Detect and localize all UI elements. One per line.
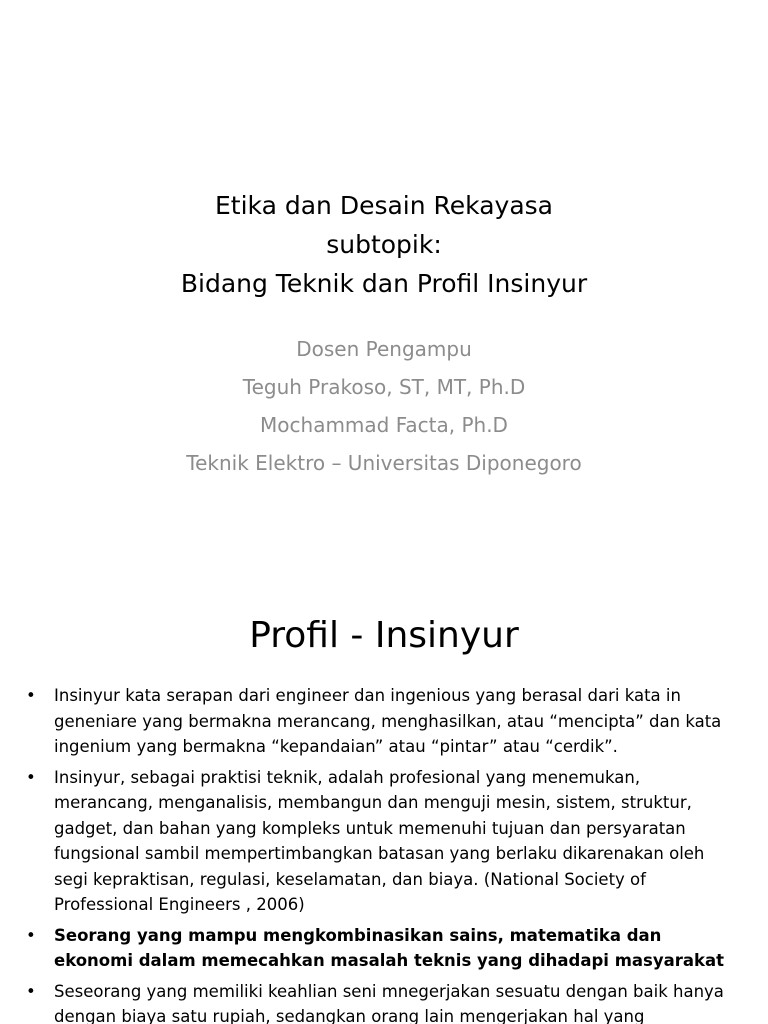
bullet-text: Insinyur kata serapan dari engineer dan ingenious yang berasal dari kata in geneniare yang bermakna merancang, menghasilkan, atau “mencipta” dan kata ingenium yang bermakna “kepandaian” atau “pintar” atau “cerdik”.: [54, 686, 722, 756]
content-slide: [0, 576, 768, 1024]
bullet-text: Insinyur, sebagai praktisi teknik, adalah profesional yang menemukan, merancang, menganalisis, membangun dan menguji mesin, sistem, struktur, gadget, dan bahan yang kompleks untuk memenuhi tujuan dan persyaratan fungsional sambil mempertimbangkan batasan yang berlaku dikarenakan oleh segi kepraktisan, regulasi, keselamatan, dan biaya. (National Society of Professional Engineers , 2006): [54, 767, 705, 914]
subtitle-line: Teknik Elektro – Universitas Diponegoro: [186, 451, 582, 475]
bullet-item: [26, 683, 726, 760]
subtitle-line: Dosen Pengampu: [296, 337, 472, 361]
bullet-item: [26, 765, 726, 918]
bullet-item: [26, 979, 726, 1024]
slide-subtitle: [0, 330, 768, 482]
slide-title: [0, 186, 768, 303]
bullet-icon: •: [26, 686, 36, 705]
bullet-item: [26, 923, 726, 974]
bullet-icon: •: [26, 767, 36, 787]
title-line: Etika dan Desain Rekayasa: [215, 191, 553, 220]
bullet-icon: •: [26, 981, 36, 1001]
title-line: Bidang Teknik dan Profil Insinyur: [180, 269, 588, 298]
title-line: subtopik:: [326, 230, 442, 259]
bullet-text: Seorang yang mampu mengkombinasikan sains, matematika dan ekonomi dalam memecahkan masalah teknis yang dihadapi masyarakat: [54, 925, 725, 970]
bullet-icon: •: [26, 925, 36, 945]
subtitle-line: Mochammad Facta, Ph.D: [260, 413, 508, 437]
subtitle-line: Teguh Prakoso, ST, MT, Ph.D: [242, 375, 526, 399]
slide-heading: Profil - Insinyur: [249, 615, 519, 656]
bullet-list: [26, 683, 726, 1024]
bullet-text: Seseorang yang memiliki keahlian seni mnegerjakan sesuatu dengan baik hanya dengan biaya satu rupiah, sedangkan orang lain mengerjakan hal yang: [54, 981, 724, 1024]
